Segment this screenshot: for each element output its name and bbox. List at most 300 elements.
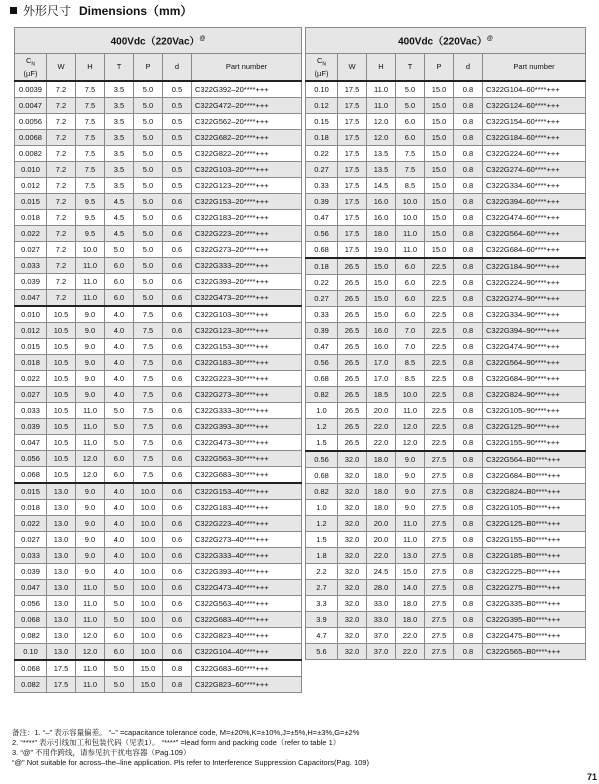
part-number-cell: C322G475–B0****+++ [483, 628, 586, 644]
table-cell: 13.0 [47, 516, 76, 532]
table-cell: 5.0 [134, 226, 163, 242]
table-cell: 6.0 [105, 451, 134, 467]
table-cell: 0.8 [454, 548, 483, 564]
table-cell: 9.0 [76, 355, 105, 371]
table-row [15, 435, 302, 451]
table-row [15, 81, 302, 98]
table-cell: 0.8 [454, 178, 483, 194]
table-cell: 0.8 [163, 677, 192, 693]
table-cell: 9.0 [76, 339, 105, 355]
table-cell: 1.2 [306, 516, 338, 532]
table-row [15, 194, 302, 210]
table-cell: 0.6 [163, 564, 192, 580]
part-number-cell: C322G392–20****+++ [192, 81, 302, 98]
table-cell: 4.0 [105, 355, 134, 371]
table-cell: 7.5 [134, 323, 163, 339]
table-cell: 0.33 [306, 307, 338, 323]
table-cell: 17.5 [338, 210, 367, 226]
table-cell: 10.5 [47, 387, 76, 403]
table-cell: 0.039 [15, 564, 47, 580]
table-cell: 0.8 [454, 275, 483, 291]
table-cell: 27.5 [425, 516, 454, 532]
table-cell: 15.0 [425, 162, 454, 178]
table-cell: 9.5 [76, 194, 105, 210]
table-cell: 0.015 [15, 339, 47, 355]
table-row [15, 98, 302, 114]
part-number-cell: C322G274–60****+++ [483, 162, 586, 178]
table-cell: 7.5 [76, 114, 105, 130]
table-cell: 7.0 [396, 339, 425, 355]
part-number-cell: C322G564–B0****+++ [483, 451, 586, 468]
table-cell: 9.0 [76, 483, 105, 500]
table-cell: 7.0 [396, 323, 425, 339]
table-cell: 0.8 [454, 644, 483, 660]
table-row [306, 98, 586, 114]
table-cell: 0.0039 [15, 81, 47, 98]
table-cell: 19.0 [367, 242, 396, 259]
table-row [15, 274, 302, 290]
table-cell: 27.5 [425, 468, 454, 484]
table-cell: 3.5 [105, 178, 134, 194]
part-number-cell: C322G564–90****+++ [483, 355, 586, 371]
table-cell: 10.5 [47, 467, 76, 484]
table-cell: 9.5 [76, 226, 105, 242]
table-row [306, 81, 586, 98]
table-cell: 32.0 [338, 500, 367, 516]
table-cell: 0.6 [163, 516, 192, 532]
footnote-1: 备注：1. “–” 表示容量偏差。 “–” =capacitance tolerance code, M=±20%,K=±10%,J=±5%,H=±3%,G=±2% [12, 728, 360, 737]
table-row [15, 114, 302, 130]
table-cell: 15.0 [425, 114, 454, 130]
table-cell: 3.3 [306, 596, 338, 612]
table-cell: 18.0 [367, 226, 396, 242]
col-h: H [367, 54, 396, 82]
table-cell: 10.0 [134, 564, 163, 580]
table-cell: 0.8 [454, 435, 483, 452]
table-cell: 0.8 [454, 81, 483, 98]
part-number-cell: C322G823–60****+++ [192, 677, 302, 693]
table-row [306, 500, 586, 516]
table-cell: 3.5 [105, 146, 134, 162]
part-number-cell: C322G563–30****+++ [192, 451, 302, 467]
table-row [306, 419, 586, 435]
table-cell: 32.0 [338, 451, 367, 468]
table-cell: 26.5 [338, 419, 367, 435]
part-number-cell: C322G394–90****+++ [483, 323, 586, 339]
table-cell: 5.0 [134, 274, 163, 290]
table-cell: 10.5 [47, 403, 76, 419]
table-row [15, 612, 302, 628]
table-cell: 0.022 [15, 516, 47, 532]
table-cell: 26.5 [338, 323, 367, 339]
table-cell: 22.5 [425, 419, 454, 435]
table-row [15, 677, 302, 693]
table-cell: 7.5 [134, 387, 163, 403]
table-cell: 13.0 [47, 580, 76, 596]
table-row [306, 371, 586, 387]
table-cell: 0.012 [15, 178, 47, 194]
part-number-cell: C322G683–30****+++ [192, 467, 302, 484]
table-cell: 17.5 [47, 660, 76, 677]
table-cell: 22.5 [425, 435, 454, 452]
table-cell: 0.082 [15, 677, 47, 693]
table-cell: 5.0 [134, 114, 163, 130]
table-cell: 7.2 [47, 114, 76, 130]
part-number-cell: C322G683–60****+++ [192, 660, 302, 677]
part-number-cell: C322G565–B0****+++ [483, 644, 586, 660]
table-cell: 7.5 [134, 355, 163, 371]
table-cell: 0.6 [163, 403, 192, 419]
part-number-cell: C322G822–20****+++ [192, 146, 302, 162]
table-cell: 32.0 [338, 564, 367, 580]
table-cell: 15.0 [425, 242, 454, 259]
table-cell: 7.2 [47, 258, 76, 274]
table-cell: 17.5 [338, 194, 367, 210]
table-cell: 0.6 [163, 355, 192, 371]
col-w: W [338, 54, 367, 82]
table-cell: 0.6 [163, 467, 192, 484]
table-cell: 7.2 [47, 130, 76, 146]
table-header-right: 400Vdc（220Vac）@ [306, 28, 586, 54]
table-row [15, 355, 302, 371]
table-cell: 9.0 [76, 516, 105, 532]
row-group [15, 306, 302, 483]
table-cell: 0.8 [454, 339, 483, 355]
table-cell: 17.5 [338, 162, 367, 178]
table-cell: 0.8 [454, 226, 483, 242]
table-cell: 5.0 [105, 660, 134, 677]
table-cell: 0.5 [163, 162, 192, 178]
table-cell: 6.0 [396, 291, 425, 307]
table-cell: 0.56 [306, 226, 338, 242]
table-cell: 0.6 [163, 532, 192, 548]
table-cell: 2.2 [306, 564, 338, 580]
table-cell: 9.0 [76, 306, 105, 323]
part-number-cell: C322G684–60****+++ [483, 242, 586, 259]
table-cell: 4.0 [105, 371, 134, 387]
table-cell: 26.5 [338, 403, 367, 419]
table-row [15, 628, 302, 644]
table-cell: 26.5 [338, 339, 367, 355]
part-number-cell: C322G225–B0****+++ [483, 564, 586, 580]
table-cell: 0.10 [306, 81, 338, 98]
table-cell: 10.0 [396, 387, 425, 403]
table-cell: 8.5 [396, 355, 425, 371]
table-cell: 11.0 [396, 242, 425, 259]
table-cell: 7.2 [47, 290, 76, 307]
part-number-cell: C322G684–B0****+++ [483, 468, 586, 484]
table-cell: 7.5 [76, 162, 105, 178]
table-cell: 13.0 [47, 628, 76, 644]
table-row [15, 226, 302, 242]
table-cell: 5.0 [105, 435, 134, 451]
part-number-cell: C322G563–40****+++ [192, 596, 302, 612]
table-cell: 9.0 [76, 500, 105, 516]
part-number-cell: C322G183–30****+++ [192, 355, 302, 371]
table-cell: 7.5 [76, 178, 105, 194]
table-row [306, 339, 586, 355]
table-cell: 0.8 [454, 258, 483, 275]
table-cell: 18.0 [367, 468, 396, 484]
table-cell: 1.0 [306, 403, 338, 419]
table-cell: 8.5 [396, 178, 425, 194]
part-number-cell: C322G395–B0****+++ [483, 612, 586, 628]
table-cell: 0.8 [454, 242, 483, 259]
table-cell: 0.010 [15, 162, 47, 178]
table-cell: 5.0 [396, 98, 425, 114]
table-cell: 22.5 [425, 258, 454, 275]
table-cell: 0.5 [163, 130, 192, 146]
part-number-cell: C322G103–20****+++ [192, 162, 302, 178]
table-cell: 6.0 [105, 467, 134, 484]
table-cell: 32.0 [338, 628, 367, 644]
table-cell: 7.5 [396, 146, 425, 162]
table-cell: 7.5 [134, 371, 163, 387]
row-group [15, 81, 302, 306]
table-cell: 10.5 [47, 339, 76, 355]
table-cell: 13.0 [47, 644, 76, 661]
part-number-cell: C322G824–90****+++ [483, 387, 586, 403]
table-cell: 0.6 [163, 242, 192, 258]
part-number-cell: C322G564–60****+++ [483, 226, 586, 242]
table-row [15, 580, 302, 596]
col-part-number: Part number [483, 54, 586, 82]
table-row [15, 323, 302, 339]
table-cell: 12.0 [76, 644, 105, 661]
part-number-cell: C322G683–40****+++ [192, 612, 302, 628]
table-cell: 22.5 [425, 323, 454, 339]
table-cell: 15.0 [367, 258, 396, 275]
part-number-cell: C322G474–60****+++ [483, 210, 586, 226]
part-number-cell: C322G275–B0****+++ [483, 580, 586, 596]
part-number-cell: C322G224–90****+++ [483, 275, 586, 291]
table-cell: 5.0 [134, 98, 163, 114]
table-cell: 0.6 [163, 258, 192, 274]
col-w: W [47, 54, 76, 82]
table-cell: 0.018 [15, 355, 47, 371]
part-number-cell: C322G153–30****+++ [192, 339, 302, 355]
table-cell: 13.0 [47, 548, 76, 564]
part-number-cell: C322G124–60****+++ [483, 98, 586, 114]
table-cell: 0.6 [163, 226, 192, 242]
table-cell: 0.8 [454, 387, 483, 403]
table-cell: 12.0 [367, 130, 396, 146]
table-row [306, 114, 586, 130]
table-cell: 0.022 [15, 226, 47, 242]
table-cell: 27.5 [425, 612, 454, 628]
table-cell: 15.0 [396, 564, 425, 580]
table-cell: 0.56 [306, 355, 338, 371]
table-cell: 5.0 [134, 81, 163, 98]
table-cell: 15.0 [134, 660, 163, 677]
table-row [306, 516, 586, 532]
table-cell: 5.0 [134, 146, 163, 162]
table-row [15, 483, 302, 500]
table-cell: 4.0 [105, 548, 134, 564]
part-number-cell: C322G155–B0****+++ [483, 532, 586, 548]
table-cell: 11.0 [76, 435, 105, 451]
row-group [15, 660, 302, 693]
table-row [306, 242, 586, 259]
part-number-cell: C322G185–B0****+++ [483, 548, 586, 564]
table-row [306, 580, 586, 596]
table-cell: 26.5 [338, 435, 367, 452]
table-cell: 0.6 [163, 194, 192, 210]
table-cell: 0.6 [163, 210, 192, 226]
table-cell: 11.0 [76, 677, 105, 693]
table-row [306, 226, 586, 242]
table-cell: 4.7 [306, 628, 338, 644]
table-cell: 10.5 [47, 435, 76, 451]
table-cell: 10.0 [396, 210, 425, 226]
table-cell: 0.12 [306, 98, 338, 114]
table-cell: 26.5 [338, 291, 367, 307]
table-cell: 0.39 [306, 194, 338, 210]
table-cell: 33.0 [367, 596, 396, 612]
part-number-cell: C322G393–40****+++ [192, 564, 302, 580]
table-row [15, 306, 302, 323]
table-cell: 0.010 [15, 306, 47, 323]
table-cell: 5.0 [134, 258, 163, 274]
table-cell: 0.8 [454, 451, 483, 468]
table-cell: 15.0 [425, 81, 454, 98]
table-cell: 7.2 [47, 146, 76, 162]
table-cell: 0.15 [306, 114, 338, 130]
table-cell: 0.18 [306, 258, 338, 275]
table-row [15, 548, 302, 564]
table-cell: 10.5 [47, 306, 76, 323]
table-cell: 10.0 [76, 242, 105, 258]
table-row [306, 387, 586, 403]
table-row [15, 146, 302, 162]
table-cell: 0.033 [15, 258, 47, 274]
table-row [306, 210, 586, 226]
table-row [306, 484, 586, 500]
table-cell: 0.015 [15, 483, 47, 500]
table-cell: 15.0 [367, 307, 396, 323]
table-cell: 0.8 [454, 564, 483, 580]
part-number-cell: C322G184–60****+++ [483, 130, 586, 146]
table-row [306, 451, 586, 468]
table-cell: 9.0 [76, 323, 105, 339]
table-cell: 0.5 [163, 146, 192, 162]
table-cell: 0.6 [163, 596, 192, 612]
col-p: P [425, 54, 454, 82]
table-row [306, 548, 586, 564]
table-cell: 0.8 [454, 146, 483, 162]
table-row [15, 339, 302, 355]
table-row [15, 371, 302, 387]
table-cell: 11.0 [396, 516, 425, 532]
table-cell: 10.5 [47, 323, 76, 339]
table-cell: 0.027 [15, 242, 47, 258]
table-cell: 0.68 [306, 371, 338, 387]
table-cell: 15.0 [425, 130, 454, 146]
table-cell: 6.0 [105, 290, 134, 307]
table-cell: 0.8 [454, 307, 483, 323]
table-cell: 0.068 [15, 660, 47, 677]
table-cell: 11.0 [76, 660, 105, 677]
table-cell: 0.10 [15, 644, 47, 661]
part-number-cell: C322G183–20****+++ [192, 210, 302, 226]
table-cell: 7.5 [76, 98, 105, 114]
table-cell: 13.0 [47, 564, 76, 580]
part-number-cell: C322G684–90****+++ [483, 371, 586, 387]
table-cell: 13.5 [367, 162, 396, 178]
table-cell: 5.0 [105, 596, 134, 612]
table-row [306, 596, 586, 612]
table-cell: 27.5 [425, 532, 454, 548]
part-number-cell: C322G123–20****+++ [192, 178, 302, 194]
table-cell: 10.5 [47, 371, 76, 387]
table-cell: 0.27 [306, 162, 338, 178]
table-cell: 13.0 [47, 532, 76, 548]
table-cell: 4.5 [105, 210, 134, 226]
table-cell: 0.27 [306, 291, 338, 307]
table-cell: 13.5 [367, 146, 396, 162]
col-capacitance: $C_N$ (µF) [15, 54, 47, 82]
table-cell: 9.0 [396, 484, 425, 500]
table-cell: 5.0 [396, 81, 425, 98]
table-row [306, 435, 586, 452]
table-cell: 0.68 [306, 242, 338, 259]
table-row [15, 451, 302, 467]
table-cell: 9.0 [76, 532, 105, 548]
table-cell: 7.2 [47, 178, 76, 194]
table-cell: 6.0 [105, 628, 134, 644]
table-cell: 32.0 [338, 612, 367, 628]
table-cell: 10.5 [47, 419, 76, 435]
col-capacitance: $C_N$ (µF) [306, 54, 338, 82]
table-cell: 3.9 [306, 612, 338, 628]
table-cell: 12.0 [396, 419, 425, 435]
table-cell: 5.0 [105, 677, 134, 693]
table-cell: 14.5 [367, 178, 396, 194]
part-number-cell: C322G393–30****+++ [192, 419, 302, 435]
table-row [15, 403, 302, 419]
table-cell: 5.0 [134, 162, 163, 178]
table-cell: 7.2 [47, 226, 76, 242]
table-cell: 0.8 [454, 628, 483, 644]
part-number-cell: C322G334–60****+++ [483, 178, 586, 194]
table-cell: 0.082 [15, 628, 47, 644]
table-cell: 32.0 [338, 548, 367, 564]
table-cell: 13.0 [47, 612, 76, 628]
table-cell: 16.0 [367, 339, 396, 355]
table-cell: 22.5 [425, 339, 454, 355]
table-cell: 22.0 [367, 548, 396, 564]
table-cell: 20.0 [367, 516, 396, 532]
table-cell: 32.0 [338, 644, 367, 660]
part-number-cell: C322G153–40****+++ [192, 483, 302, 500]
part-number-cell: C322G823–40****+++ [192, 628, 302, 644]
table-cell: 28.0 [367, 580, 396, 596]
table-cell: 0.0068 [15, 130, 47, 146]
table-cell: 1.5 [306, 532, 338, 548]
table-cell: 17.5 [47, 677, 76, 693]
table-cell: 0.8 [454, 98, 483, 114]
table-cell: 0.8 [454, 210, 483, 226]
title-cn: 外形尺寸 [23, 4, 72, 18]
table-cell: 0.8 [454, 500, 483, 516]
table-cell: 10.0 [134, 516, 163, 532]
table-cell: 26.5 [338, 275, 367, 291]
footnotes [12, 728, 369, 768]
table-cell: 22.5 [425, 387, 454, 403]
row-group [15, 483, 302, 660]
dimensions-table-right [305, 27, 586, 660]
table-cell: 18.0 [396, 596, 425, 612]
